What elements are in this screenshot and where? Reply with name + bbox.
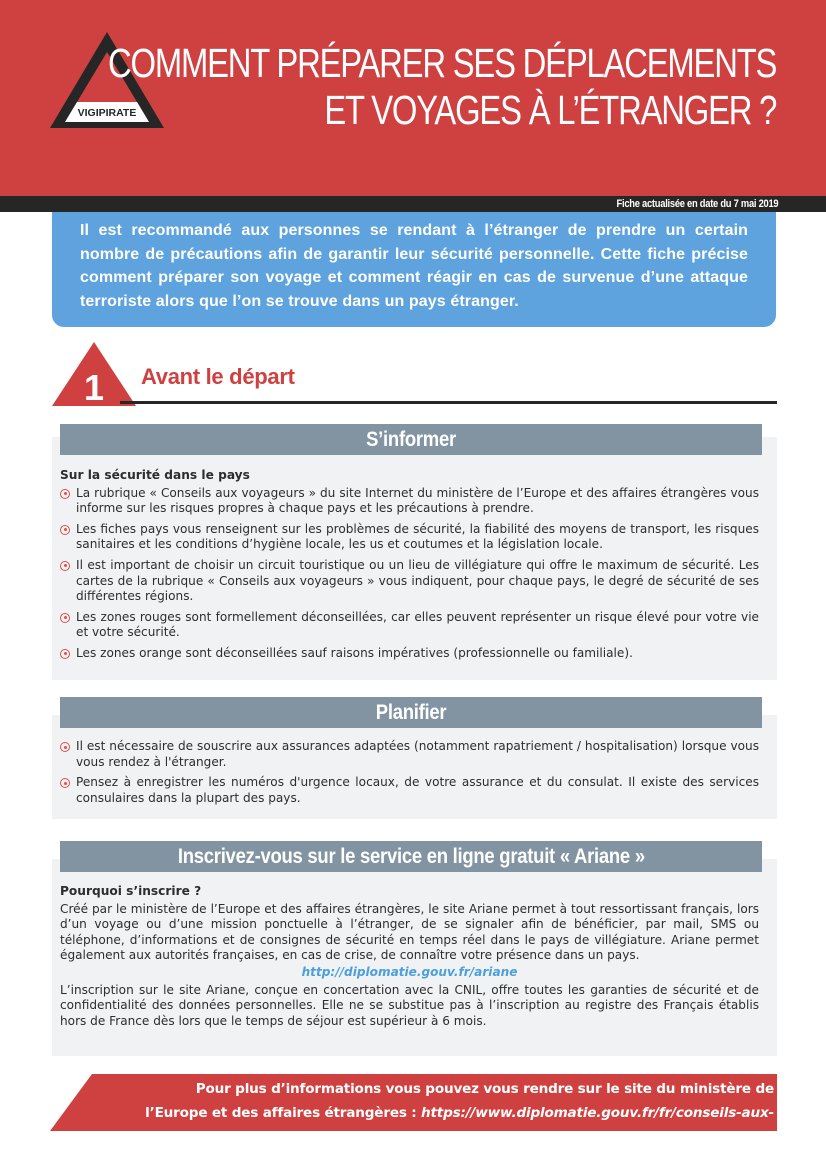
bullet-icon bbox=[60, 649, 70, 659]
bullet-icon bbox=[60, 742, 70, 752]
list-item: Pensez à enregistrer les numéros d'urgence locaux, de votre assurance et du consulat. Il existe des services consulaires dans la plupart des pays. bbox=[60, 775, 759, 806]
title-line-1: COMMENT PRÉPARER SES DÉPLACEMENTS bbox=[107, 40, 776, 86]
list-item: Il est important de choisir un circuit touristique ou un lieu de villégiature qui offre le maximum de sécurité. Les cartes de la rubrique « Conseils aux voyageurs » vous indiquent, pour chaque pays, le degré de sécurité de ses différentes régions. bbox=[60, 558, 759, 605]
footer-note bbox=[130, 1077, 774, 1149]
planifier-list bbox=[60, 739, 759, 806]
section-divider bbox=[120, 401, 777, 404]
list-item: La rubrique « Conseils aux voyageurs » du site Internet du ministère de l’Europe et des affaires étrangères vous informe sur les risques propres à chaque pays et les précautions à prendre. bbox=[60, 486, 759, 517]
ariane-heading: Inscrivez-vous sur le service en ligne gratuit « Ariane » bbox=[60, 841, 762, 872]
informer-list bbox=[60, 486, 759, 662]
intro-text: Il est recommandé aux personnes se rendant à l’étranger de prendre un certain nombre de précautions afin de garantir leur sécurité personnelle. Cette fiche précise comment préparer son voyage et comment réagir en cas de survenue d’une attaque terroriste alors que l’on se trouve dans un pays étranger. bbox=[80, 222, 748, 310]
section-title: Avant le départ bbox=[141, 364, 295, 389]
bullet-icon bbox=[60, 561, 70, 571]
section-number: 1 bbox=[83, 367, 105, 406]
ariane-link[interactable]: http://diplomatie.gouv.fr/ariane bbox=[301, 964, 518, 979]
informer-heading: S’informer bbox=[60, 424, 762, 455]
informer-subheading: Sur la sécurité dans le pays bbox=[60, 468, 250, 482]
bullet-icon bbox=[60, 525, 70, 535]
planifier-heading: Planifier bbox=[60, 697, 762, 728]
footer-text: Pour plus d’informations vous pouvez vous rendre sur le site du ministère de l’Europe et des affaires étrangères : bbox=[145, 1081, 774, 1121]
title-line-2: ET VOYAGES À L’ÉTRANGER ? bbox=[324, 87, 776, 133]
bullet-icon bbox=[60, 489, 70, 499]
informer-content bbox=[60, 468, 759, 667]
list-item: Les fiches pays vous renseignent sur les problèmes de sécurité, la fiabilité des moyens de transport, les risques sanitaires et les conditions d’hygiène locale, les us et coutumes et la législation locale. bbox=[60, 522, 759, 553]
logo-label: VIGIPIRATE bbox=[77, 107, 137, 119]
ariane-paragraph-2: L’inscription sur le site Ariane, conçue en concertation avec la CNIL, offre toutes les garanties de sécurité et de confidentialité des données personnelles. Elle ne se substitue pas à l’inscription au registre des Français établis hors de France dès lors que le temps de séjour est supérieur à 6 mois. bbox=[60, 982, 759, 1028]
bullet-icon bbox=[60, 778, 70, 788]
ariane-content bbox=[60, 884, 759, 1029]
footer-link[interactable]: https://www.diplomatie.gouv.fr/fr/conseils-aux-voyageurs/ bbox=[421, 1105, 774, 1145]
list-item: Il est nécessaire de souscrire aux assurances adaptées (notamment rapatriement / hospitalisation) lorsque vous vous rendez à l'étranger. bbox=[60, 739, 759, 770]
bullet-icon bbox=[60, 613, 70, 623]
list-item: Les zones rouges sont formellement déconseillées, car elles peuvent représenter un risque élevé pour votre vie et votre sécurité. bbox=[60, 610, 759, 641]
list-item: Les zones orange sont déconseillées sauf raisons impératives (professionnelle ou familiale). bbox=[60, 646, 759, 662]
section-number-triangle-icon bbox=[52, 342, 136, 406]
ariane-paragraph-1: Créé par le ministère de l’Europe et des affaires étrangères, le site Ariane permet à tout ressortissant français, lors d’un voyage ou d’une mission ponctuelle à l’étranger, de se signaler afin de bénéficier, par mail, SMS ou téléphone, d’informations et de consignes de sécurité en temps réel dans le pays de villégiature. Ariane permet également aux autorités françaises, en cas de crise, de connaître votre présence dans un pays. bbox=[60, 901, 759, 963]
update-date: Fiche actualisée en date du 7 mai 2019 bbox=[616, 198, 778, 210]
ariane-subheading: Pourquoi s’inscrire ? bbox=[60, 884, 202, 898]
planifier-content bbox=[60, 739, 759, 811]
page-title bbox=[108, 40, 776, 134]
